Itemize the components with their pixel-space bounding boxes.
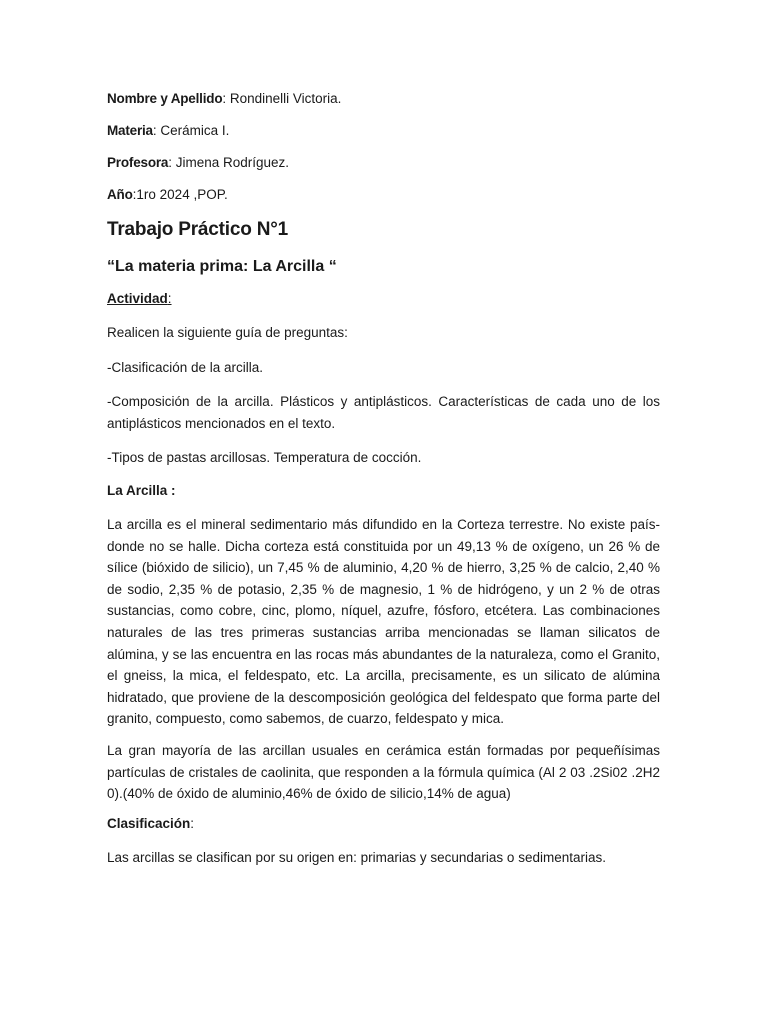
arcilla-paragraph: La gran mayoría de las arcillan usuales en cerámica están formadas por pequeñísimas partículas de cristales de caolinita, que responden a la fórmula química (Al 2 03 .2Si02 .2H2 0).(40% de óxido de aluminio,46% de óxido de silicio,14% de agua): [107, 742, 660, 802]
document-title: Trabajo Práctico N°1: [107, 219, 288, 240]
field-label: Profesora: [107, 155, 169, 170]
field-value: : Cerámica I.: [152, 123, 230, 138]
field-value: : Rondinelli Victoria.: [222, 91, 342, 106]
actividad-item: -Tipos de pastas arcillosas. Temperatura de cocción.: [107, 450, 422, 466]
field-value: :1ro 2024 ,POP.: [132, 187, 228, 202]
arcilla-paragraph: La arcilla es el mineral sedimentario más difundido en la Corteza terrestre. No existe país-donde no se halle. Dicha corteza está constituida por un 49,13 % de oxígeno, un 26 % de sílice (bióxido de silicio), un 7,45 % de aluminio, 4,20 % de hierro, 3,25 % de calcio, 2,40 % de sodio, 2,35 % de potasio, 2,35 % de magnesio, 1 % de hidrógeno, y un 2 % de otras sustancias, como cobre, cinc, plomo, níquel, azufre, fósforo, etcétera. Las combinaciones naturales de las tres primeras sustancias arriba mencionadas se llaman silicatos de alúmina, y se las encuentra en las rocas más abundantes de la naturaleza, como el Granito, el gneiss, la mica, el feldespato, etc. La arcilla, precisamente, es un silicato de alúmina hidratado, que proviene de la descomposición geológica del feldespato que forma parte del granito, compuesto, como sabemos, de cuarzo, feldespato y mica.: [107, 516, 660, 727]
clasificacion-heading: [107, 815, 660, 833]
document-subtitle: “La materia prima: La Arcilla “: [107, 258, 337, 275]
clasificacion-text: Las arcillas se clasifican por su origen en: primarias y secundarias o sedimentarias.: [107, 849, 606, 865]
actividad-intro: Realicen la siguiente guía de preguntas:: [107, 325, 348, 340]
actividad-heading-colon: :: [167, 291, 172, 306]
field-label: Materia: [107, 123, 153, 138]
document-page: [107, 90, 660, 878]
field-anio: [107, 186, 660, 204]
field-value: : Jimena Rodríguez.: [168, 155, 290, 170]
field-materia: [107, 122, 660, 140]
clasificacion-heading-colon: :: [190, 815, 195, 831]
clasificacion-heading-text: Clasificación: [107, 815, 191, 831]
field-label: Nombre y Apellido: [107, 91, 223, 106]
actividad-item: -Clasificación de la arcilla.: [107, 359, 264, 375]
field-nombre: [107, 90, 660, 108]
actividad-heading: [107, 290, 660, 308]
actividad-item: -Composición de la arcilla. Plásticos y antiplásticos. Características de cada uno de los antiplásticos mencionados en el texto.: [107, 394, 660, 431]
arcilla-heading: La Arcilla :: [107, 482, 176, 498]
field-profesora: [107, 154, 660, 172]
actividad-heading-text: Actividad: [107, 291, 168, 306]
field-label: Año: [107, 187, 133, 202]
